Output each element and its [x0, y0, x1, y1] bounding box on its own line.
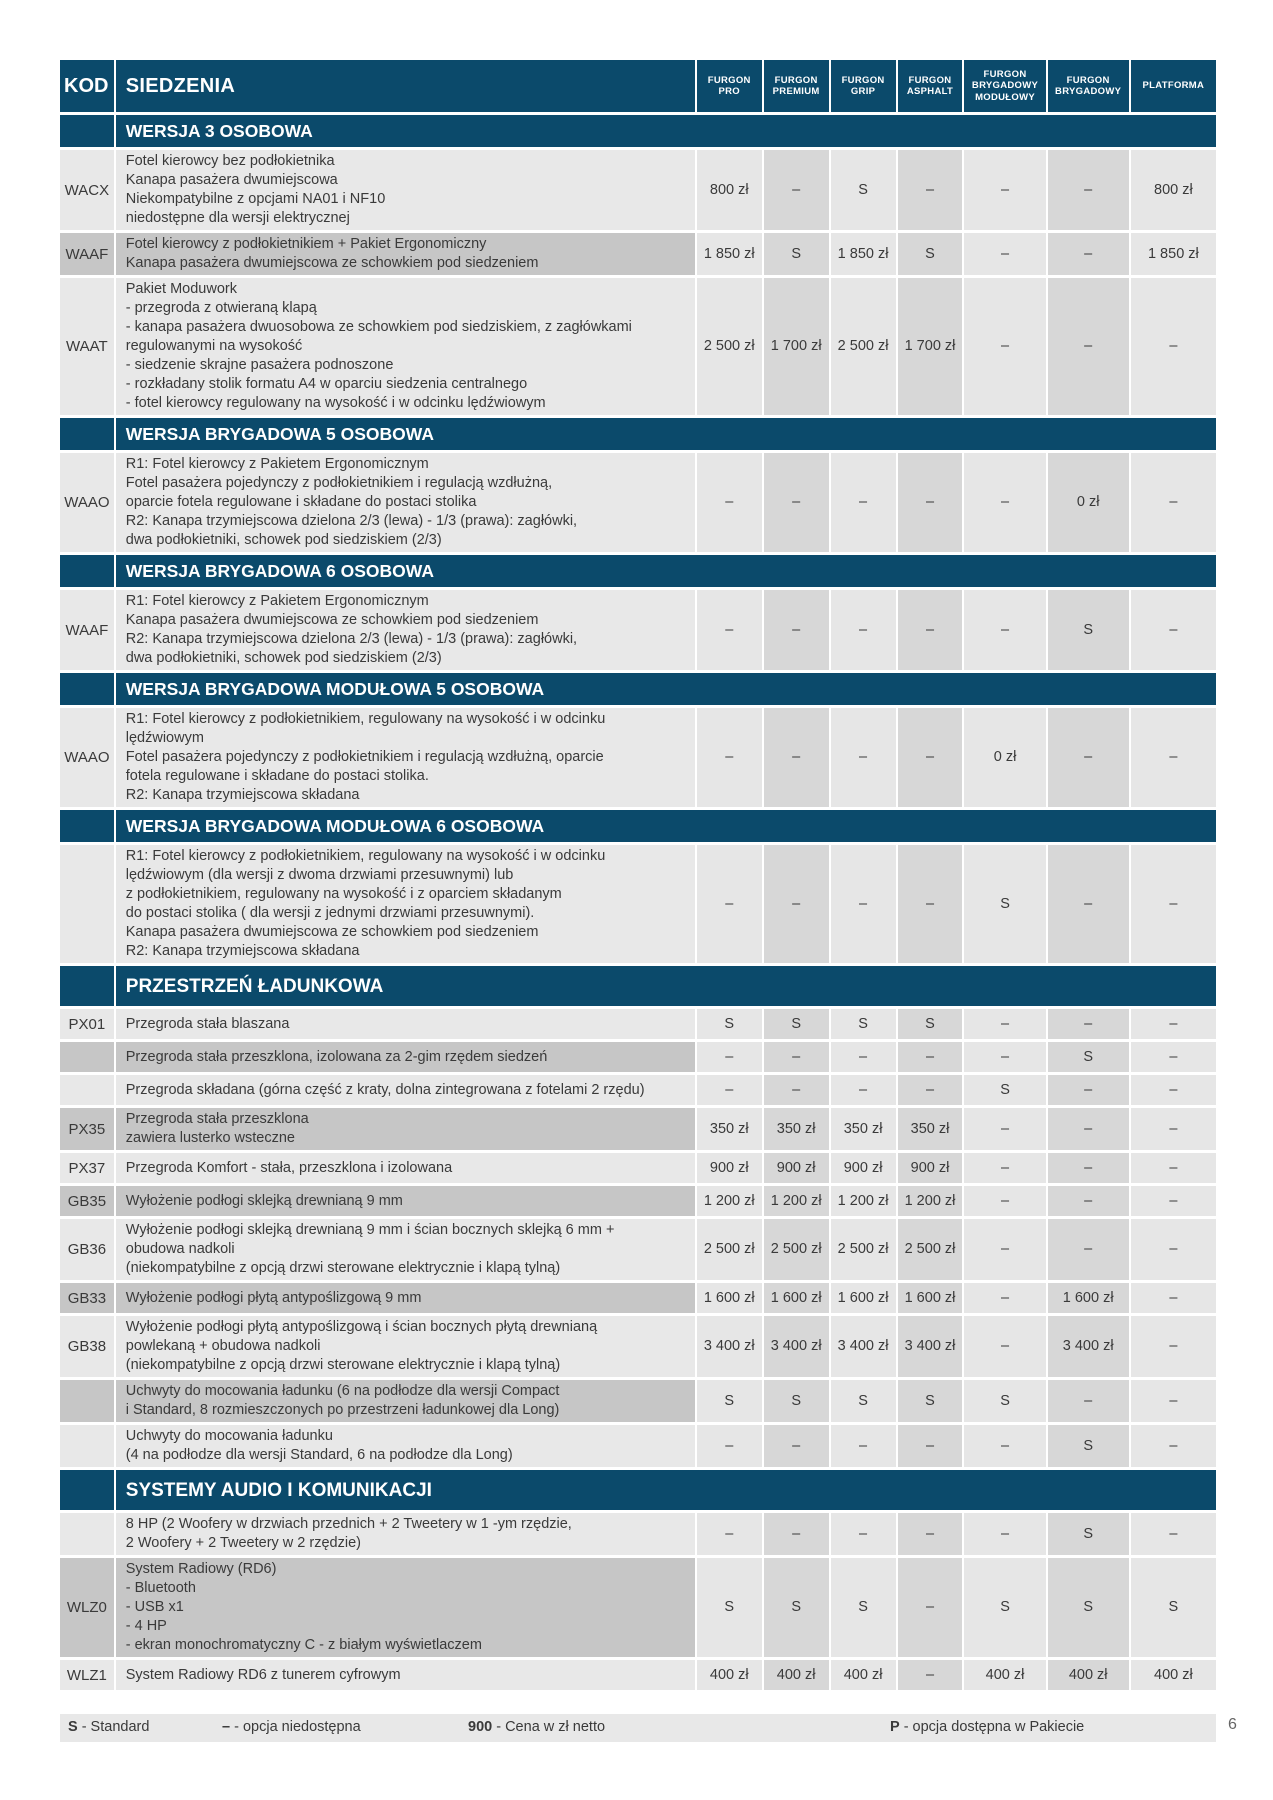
price-cell: S — [695, 1380, 762, 1422]
price-cell: – — [1129, 1316, 1216, 1377]
table-row — [60, 1283, 1216, 1313]
price-cell: S — [695, 1009, 762, 1039]
table-row — [60, 1153, 1216, 1183]
price-cell: 0 zł — [962, 708, 1045, 807]
price-cell: S — [962, 1380, 1045, 1422]
price-cell: 400 zł — [1046, 1660, 1129, 1690]
option-description: Fotel kierowcy z podłokietnikiem + Pakiet Ergonomiczny Kanapa pasażera dwumiejscowa ze schowkiem pod siedzeniem — [116, 233, 695, 275]
option-description: Wyłożenie podłogi płytą antypoślizgową 9 mm — [116, 1283, 695, 1313]
price-cell: 2 500 zł — [762, 1219, 829, 1280]
table-row — [60, 590, 1216, 670]
price-cell: – — [829, 845, 896, 963]
option-description: Uchwyty do mocowania ładunku (4 na podłodze dla wersji Standard, 6 na podłodze dla Long) — [116, 1425, 695, 1467]
option-code — [60, 1075, 116, 1105]
price-cell: 3 400 zł — [762, 1316, 829, 1377]
price-cell: – — [1129, 1513, 1216, 1555]
price-cell: – — [1046, 1219, 1129, 1280]
section-title: WERSJA BRYGADOWA 5 OSOBOWA — [116, 418, 1216, 450]
section-header — [60, 810, 1216, 842]
price-cell: 1 600 zł — [1046, 1283, 1129, 1313]
legend-package: P - opcja dostępna w Pakiecie — [890, 1719, 1085, 1735]
price-cell: 3 400 zł — [896, 1316, 963, 1377]
legend-unavailable: – - opcja niedostępna — [222, 1719, 361, 1735]
price-cell: – — [896, 590, 963, 670]
price-cell: 1 600 zł — [829, 1283, 896, 1313]
price-cell: 1 200 zł — [762, 1186, 829, 1216]
table-row — [60, 1042, 1216, 1072]
legend-standard: S - Standard — [68, 1719, 150, 1735]
price-cell: 900 zł — [695, 1153, 762, 1183]
section-header — [60, 966, 1216, 1006]
price-cell: 1 850 zł — [695, 233, 762, 275]
price-cell: – — [1129, 278, 1216, 415]
column-header — [829, 60, 896, 112]
price-cell: – — [962, 1316, 1045, 1377]
table-row — [60, 1219, 1216, 1280]
option-code: WAAT — [60, 278, 116, 415]
price-cell: – — [896, 1558, 963, 1657]
column-header-line: FURGON — [841, 74, 885, 86]
section-code-cell — [60, 966, 116, 1006]
price-cell: – — [829, 1075, 896, 1105]
price-cell: 900 zł — [829, 1153, 896, 1183]
column-header-line: FURGON — [1066, 74, 1110, 86]
section-title: WERSJA BRYGADOWA MODUŁOWA 5 OSOBOWA — [116, 673, 1216, 705]
option-code: WACX — [60, 150, 116, 230]
price-cell: 1 200 zł — [896, 1186, 963, 1216]
price-cell: – — [962, 1009, 1045, 1039]
option-description: System Radiowy (RD6) - Bluetooth - USB x1 - 4 HP - ekran monochromatyczny C - z białym wyświetlaczem — [116, 1558, 695, 1657]
price-cell: – — [962, 150, 1045, 230]
option-description: 8 HP (2 Woofery w drzwiach przednich + 2 Tweetery w 1 -ym rzędzie, 2 Woofery + 2 Tweetery w 2 rzędzie) — [116, 1513, 695, 1555]
price-cell: S — [829, 1558, 896, 1657]
price-cell: 350 zł — [896, 1108, 963, 1150]
price-cell: – — [829, 590, 896, 670]
price-cell: S — [1046, 590, 1129, 670]
price-cell: 3 400 zł — [695, 1316, 762, 1377]
option-code: WAAF — [60, 590, 116, 670]
price-cell: – — [695, 1075, 762, 1105]
price-cell: 1 850 zł — [829, 233, 896, 275]
option-code: GB33 — [60, 1283, 116, 1313]
price-cell: 350 zł — [695, 1108, 762, 1150]
price-cell: – — [962, 233, 1045, 275]
price-cell: – — [896, 1075, 963, 1105]
price-cell: – — [762, 150, 829, 230]
price-cell: 900 zł — [896, 1153, 963, 1183]
price-cell: – — [962, 1283, 1045, 1313]
header-title: SIEDZENIA — [116, 60, 695, 112]
price-cell: S — [762, 1380, 829, 1422]
price-cell: S — [896, 1380, 963, 1422]
price-cell: – — [829, 1513, 896, 1555]
price-cell: S — [829, 1380, 896, 1422]
price-cell: 900 zł — [762, 1153, 829, 1183]
option-description: R1: Fotel kierowcy z podłokietnikiem, regulowany na wysokość i w odcinku lędźwiowym Fotel pasażera pojedynczy z podłokietnikiem i regulacją wzdłużną, oparcie fotela regulowane i składane do postaci stolika. R2: Kanapa trzymiejscowa składana — [116, 708, 695, 807]
legend-price: 900 - Cena w zł netto — [468, 1719, 606, 1735]
price-cell: S — [762, 1558, 829, 1657]
table-row — [60, 845, 1216, 963]
section-code-cell — [60, 115, 116, 147]
price-cell: S — [896, 1009, 963, 1039]
price-cell: – — [1046, 1009, 1129, 1039]
option-description: Przegroda Komfort - stała, przeszklona i izolowana — [116, 1153, 695, 1183]
price-cell: – — [829, 1425, 896, 1467]
price-cell: S — [1046, 1558, 1129, 1657]
price-cell: – — [1046, 278, 1129, 415]
option-code: WAAF — [60, 233, 116, 275]
option-code — [60, 1380, 116, 1422]
price-cell: – — [1129, 1380, 1216, 1422]
price-cell: 2 500 zł — [829, 278, 896, 415]
price-cell: 0 zł — [1046, 453, 1129, 552]
price-cell: – — [1129, 590, 1216, 670]
option-code: PX37 — [60, 1153, 116, 1183]
table-row — [60, 1186, 1216, 1216]
price-cell: – — [1129, 453, 1216, 552]
price-cell: – — [1129, 1425, 1216, 1467]
price-cell: 1 600 zł — [695, 1283, 762, 1313]
price-cell: – — [896, 1042, 963, 1072]
section-code-cell — [60, 418, 116, 450]
column-header-line: PLATFORMA — [1142, 80, 1205, 92]
price-cell: S — [896, 233, 963, 275]
price-cell: S — [962, 1075, 1045, 1105]
table-row — [60, 1558, 1216, 1657]
header-kod: KOD — [60, 60, 116, 112]
price-cell: – — [829, 1042, 896, 1072]
column-header-line: GRIP — [850, 86, 876, 97]
price-cell: 2 500 zł — [829, 1219, 896, 1280]
price-table-container — [60, 60, 1216, 1693]
price-cell: S — [1046, 1425, 1129, 1467]
price-cell: – — [1046, 1380, 1129, 1422]
table-header-row — [60, 60, 1216, 112]
price-cell: 350 zł — [829, 1108, 896, 1150]
price-cell: – — [695, 1425, 762, 1467]
option-description: Przegroda stała przeszklona, izolowana za 2-gim rzędem siedzeń — [116, 1042, 695, 1072]
price-cell: – — [962, 1042, 1045, 1072]
price-cell: 800 zł — [1129, 150, 1216, 230]
section-header — [60, 1470, 1216, 1510]
table-row — [60, 1660, 1216, 1690]
price-cell: – — [829, 708, 896, 807]
price-cell: S — [962, 845, 1045, 963]
table-row — [60, 1108, 1216, 1150]
section-code-cell — [60, 673, 116, 705]
price-cell: – — [896, 453, 963, 552]
price-cell: – — [962, 1219, 1045, 1280]
price-cell: – — [1129, 1108, 1216, 1150]
price-cell: S — [695, 1558, 762, 1657]
price-cell: – — [962, 590, 1045, 670]
price-cell: – — [762, 1513, 829, 1555]
price-cell: – — [962, 1513, 1045, 1555]
price-cell: – — [896, 845, 963, 963]
price-cell: – — [695, 590, 762, 670]
price-cell: 400 zł — [1129, 1660, 1216, 1690]
price-cell: – — [695, 1513, 762, 1555]
option-description: Wyłożenie podłogi płytą antypoślizgową i ścian bocznych płytą drewnianą powlekaną + obudowa nadkoli (niekompatybilne z opcją drzwi sterowane elektrycznie i klapą tylną) — [116, 1316, 695, 1377]
section-title: SYSTEMY AUDIO I KOMUNIKACJI — [116, 1470, 1216, 1510]
option-code — [60, 845, 116, 963]
column-header-line: PREMIUM — [772, 86, 820, 97]
option-description: Przegroda stała przeszklona zawiera lusterko wsteczne — [116, 1108, 695, 1150]
option-description: Przegroda stała blaszana — [116, 1009, 695, 1039]
column-header-line: FURGON — [774, 74, 818, 86]
price-cell: – — [962, 1425, 1045, 1467]
price-cell: 1 200 zł — [695, 1186, 762, 1216]
price-cell: – — [896, 1660, 963, 1690]
column-header-line: FURGON — [983, 68, 1027, 80]
option-description: Przegroda składana (górna część z kraty, dolna zintegrowana z fotelami 2 rzędu) — [116, 1075, 695, 1105]
price-cell: 1 850 zł — [1129, 233, 1216, 275]
option-code: WAAO — [60, 453, 116, 552]
price-cell: – — [1046, 845, 1129, 963]
price-cell: 800 zł — [695, 150, 762, 230]
price-cell: – — [762, 1042, 829, 1072]
price-cell: – — [962, 1108, 1045, 1150]
column-header — [896, 60, 963, 112]
price-cell: – — [1129, 1075, 1216, 1105]
table-row — [60, 278, 1216, 415]
table-row — [60, 1380, 1216, 1422]
price-cell: – — [1046, 708, 1129, 807]
option-description: Pakiet Moduwork - przegroda z otwieraną klapą - kanapa pasażera dwuosobowa ze schowkiem pod siedziskiem, z zagłówkami regulowanymi na wysokość - siedzenie skrajne pasażera podnoszone - rozkładany stolik formatu A4 w oparciu siedzenia centralnego - fotel kierowcy regulowany na wysokość i w odcinku lędźwiowym — [116, 278, 695, 415]
price-cell: 3 400 zł — [1046, 1316, 1129, 1377]
price-cell: – — [962, 278, 1045, 415]
column-header — [962, 60, 1045, 112]
price-cell: – — [762, 590, 829, 670]
page-number: 6 — [1228, 1716, 1237, 1733]
column-header-line: BRYGADOWY — [971, 80, 1039, 92]
option-code: WLZ0 — [60, 1558, 116, 1657]
option-description: Wyłożenie podłogi sklejką drewnianą 9 mm — [116, 1186, 695, 1216]
price-cell: – — [1046, 150, 1129, 230]
section-code-cell — [60, 555, 116, 587]
table-row — [60, 1009, 1216, 1039]
option-description: System Radiowy RD6 z tunerem cyfrowym — [116, 1660, 695, 1690]
option-code: PX35 — [60, 1108, 116, 1150]
price-cell: 350 zł — [762, 1108, 829, 1150]
option-code: GB38 — [60, 1316, 116, 1377]
column-header — [1129, 60, 1216, 112]
table-row — [60, 233, 1216, 275]
price-cell: – — [1129, 1283, 1216, 1313]
option-code: GB35 — [60, 1186, 116, 1216]
price-cell: – — [1129, 708, 1216, 807]
price-cell: – — [762, 453, 829, 552]
price-cell: 400 zł — [829, 1660, 896, 1690]
price-cell: 400 zł — [762, 1660, 829, 1690]
price-cell: – — [896, 1425, 963, 1467]
price-cell: S — [762, 233, 829, 275]
section-code-cell — [60, 810, 116, 842]
price-cell: 1 600 zł — [762, 1283, 829, 1313]
option-description: Uchwyty do mocowania ładunku (6 na podłodze dla wersji Compact i Standard, 8 rozmieszczonych po przestrzeni ładunkowej dla Long) — [116, 1380, 695, 1422]
table-row — [60, 708, 1216, 807]
price-cell: – — [962, 453, 1045, 552]
price-cell: – — [762, 1425, 829, 1467]
price-cell: S — [962, 1558, 1045, 1657]
table-row — [60, 1075, 1216, 1105]
table-row — [60, 453, 1216, 552]
price-cell: 400 zł — [962, 1660, 1045, 1690]
table-row — [60, 1513, 1216, 1555]
price-cell: S — [1046, 1513, 1129, 1555]
table-row — [60, 1425, 1216, 1467]
column-header-line: FURGON — [908, 74, 952, 86]
price-cell: – — [1046, 233, 1129, 275]
price-cell: – — [1129, 1186, 1216, 1216]
option-description: R1: Fotel kierowcy z Pakietem Ergonomicznym Fotel pasażera pojedynczy z podłokietnikiem i regulacją wzdłużną, oparcie fotela regulowane i składane do postaci stolika R2: Kanapa trzymiejscowa dzielona 2/3 (lewa) - 1/3 (prawa): zagłówki, dwa podłokietniki, schowek pod siedziskiem (2/3) — [116, 453, 695, 552]
price-cell: – — [829, 453, 896, 552]
price-cell: – — [896, 150, 963, 230]
price-cell: – — [962, 1153, 1045, 1183]
option-code: PX01 — [60, 1009, 116, 1039]
price-cell: – — [695, 453, 762, 552]
price-cell: – — [1129, 1009, 1216, 1039]
options-table — [60, 57, 1216, 1693]
section-header — [60, 673, 1216, 705]
column-header-line: ASPHALT — [906, 86, 954, 97]
price-cell: – — [695, 1042, 762, 1072]
price-cell: – — [1046, 1153, 1129, 1183]
section-title: WERSJA BRYGADOWA 6 OSOBOWA — [116, 555, 1216, 587]
section-header — [60, 115, 1216, 147]
section-title: WERSJA BRYGADOWA MODUŁOWA 6 OSOBOWA — [116, 810, 1216, 842]
price-cell: – — [762, 845, 829, 963]
section-title: PRZESTRZEŃ ŁADUNKOWA — [116, 966, 1216, 1006]
column-header — [762, 60, 829, 112]
price-cell: – — [695, 845, 762, 963]
price-cell: – — [896, 1513, 963, 1555]
price-cell: – — [1129, 1219, 1216, 1280]
option-code — [60, 1425, 116, 1467]
price-cell: S — [762, 1009, 829, 1039]
column-header — [1046, 60, 1129, 112]
price-cell: S — [829, 1009, 896, 1039]
option-description: Wyłożenie podłogi sklejką drewnianą 9 mm i ścian bocznych sklejką 6 mm + obudowa nadkoli (niekompatybilne z opcją drzwi sterowane elektrycznie i klapą tylną) — [116, 1219, 695, 1280]
option-description: Fotel kierowcy bez podłokietnika Kanapa pasażera dwumiejscowa Niekompatybilne z opcjami NA01 i NF10 niedostępne dla wersji elektrycznej — [116, 150, 695, 230]
price-cell: – — [1129, 1042, 1216, 1072]
price-cell: 1 600 zł — [896, 1283, 963, 1313]
price-cell: – — [896, 708, 963, 807]
section-title: WERSJA 3 OSOBOWA — [116, 115, 1216, 147]
price-cell: – — [1129, 1153, 1216, 1183]
price-cell: – — [1046, 1186, 1129, 1216]
column-header-line: FURGON — [707, 74, 751, 86]
price-cell: – — [695, 708, 762, 807]
price-cell: – — [962, 1186, 1045, 1216]
price-cell: 3 400 zł — [829, 1316, 896, 1377]
option-description: R1: Fotel kierowcy z Pakietem Ergonomicznym Kanapa pasażera dwumiejscowa ze schowkiem pod siedzeniem R2: Kanapa trzymiejscowa dzielona 2/3 (lewa) - 1/3 (prawa): zagłówki, dwa podłokietniki, schowek pod siedziskiem (2/3) — [116, 590, 695, 670]
price-cell: 2 500 zł — [695, 1219, 762, 1280]
price-cell: S — [829, 150, 896, 230]
section-header — [60, 555, 1216, 587]
price-cell: 2 500 zł — [896, 1219, 963, 1280]
option-code — [60, 1042, 116, 1072]
price-cell: – — [1046, 1108, 1129, 1150]
section-code-cell — [60, 1470, 116, 1510]
price-cell: – — [762, 708, 829, 807]
section-header — [60, 418, 1216, 450]
price-cell: 2 500 zł — [695, 278, 762, 415]
price-cell: – — [1129, 845, 1216, 963]
price-cell: 1 200 zł — [829, 1186, 896, 1216]
price-cell: 400 zł — [695, 1660, 762, 1690]
price-cell: 1 700 zł — [762, 278, 829, 415]
price-cell: – — [1046, 1075, 1129, 1105]
column-header — [695, 60, 762, 112]
option-code: GB36 — [60, 1219, 116, 1280]
price-cell: S — [1129, 1558, 1216, 1657]
table-row — [60, 150, 1216, 230]
price-cell: 1 700 zł — [896, 278, 963, 415]
column-header-line: PRO — [718, 86, 740, 97]
table-row — [60, 1316, 1216, 1377]
price-cell: – — [762, 1075, 829, 1105]
option-code — [60, 1513, 116, 1555]
option-description: R1: Fotel kierowcy z podłokietnikiem, regulowany na wysokość i w odcinku lędźwiowym (dla wersji z dwoma drzwiami przesuwnymi) lub z podłokietnikiem, regulowany na wysokość i z oparciem składanym do postaci stolika ( dla wersji z jednymi drzwiami przesuwnymi). Kanapa pasażera dwumiejscowa ze schowkiem pod siedzeniem R2: Kanapa trzymiejscowa składana — [116, 845, 695, 963]
column-header-line: BRYGADOWY — [1055, 86, 1122, 97]
option-code: WLZ1 — [60, 1660, 116, 1690]
price-cell: S — [1046, 1042, 1129, 1072]
option-code: WAAO — [60, 708, 116, 807]
legend-bar — [60, 1714, 1216, 1742]
column-header-line: MODUŁOWY — [975, 91, 1035, 103]
